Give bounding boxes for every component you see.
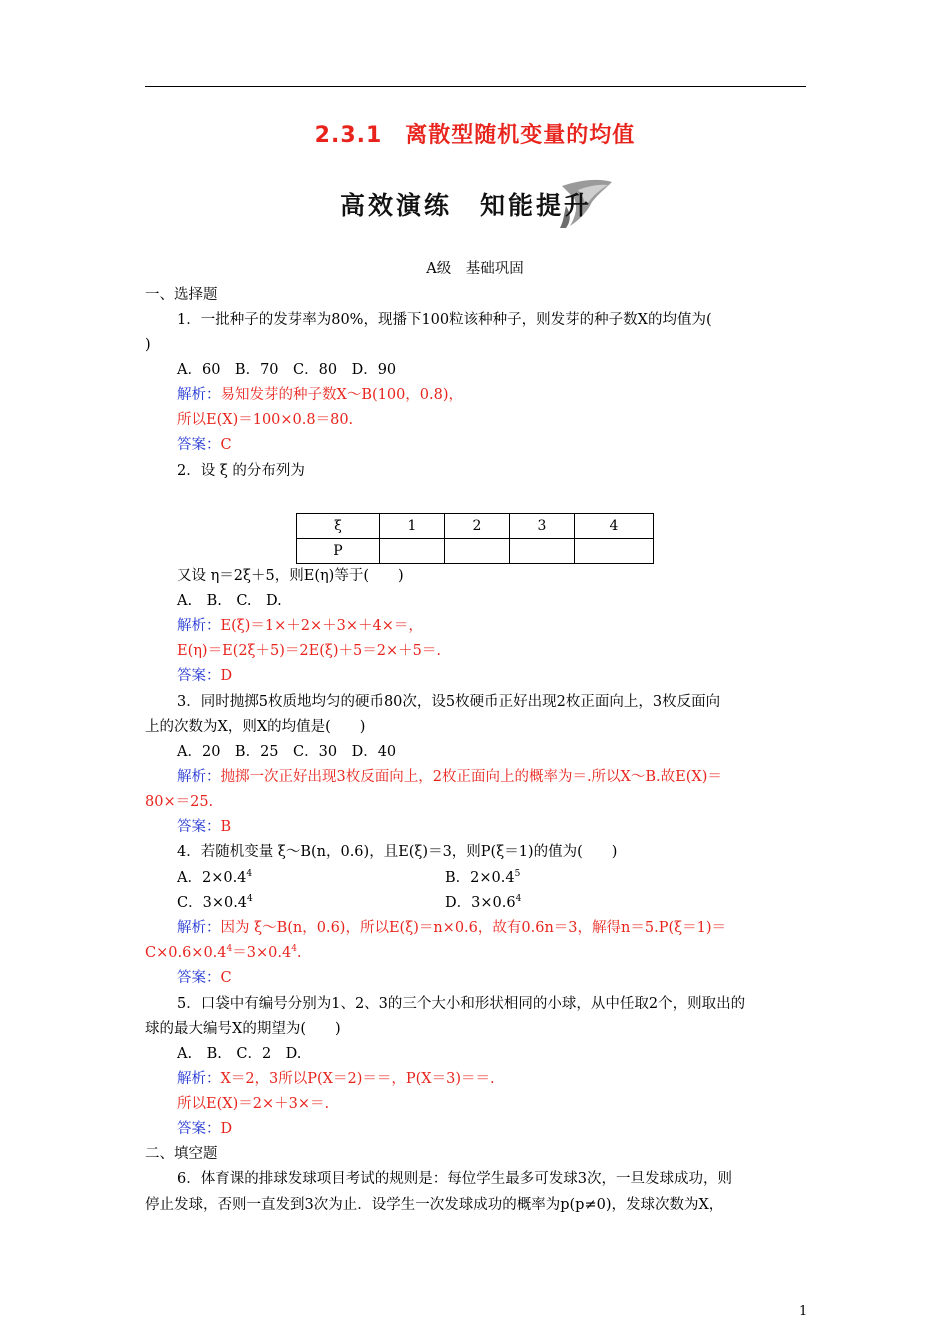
q3-analysis-line2: 80×＝25. xyxy=(145,794,214,810)
q4-analysis-text: 因为 ξ～B(n，0.6)，所以E(ξ)＝n×0.6，故有0.6n＝3，解得n＝5.P(ξ＝1)＝ xyxy=(220,920,726,936)
q1-analysis-line2: 所以E(X)＝100×0.8＝80. xyxy=(177,412,354,428)
q3-answer xyxy=(177,815,842,840)
q3-options: A．20 B．25 C．30 D．40 xyxy=(177,744,397,760)
option-text: D．3×0.6 xyxy=(445,895,516,911)
q6-stem-line1: 6．体育课的排球发球项目考试的规则是：每位学生最多可发球3次，一旦发球成功，则 xyxy=(177,1171,732,1187)
q3-answer-value: B xyxy=(220,819,232,835)
q3-stem-line1: 3．同时抛掷5枚质地均匀的硬币80次，设5枚硬币正好出现2枚正面向上，3枚反面向 xyxy=(177,694,721,710)
answer-label: 答案： xyxy=(177,1121,221,1137)
table-cell: P xyxy=(297,539,380,564)
table-cell xyxy=(380,539,445,564)
q3-analysis-text: 抛掷一次正好出现3枚反面向上，2枚正面向上的概率为＝.所以X～B.故E(X)＝ xyxy=(220,769,722,785)
q2-analysis-text: E(ξ)＝1×＋2×＋3×＋4×＝， xyxy=(220,618,423,634)
page-number: 1 xyxy=(799,1304,808,1319)
table-cell: 3 xyxy=(510,514,575,539)
analysis-label: 解析： xyxy=(177,920,221,936)
section-heading-fill: 二、填空题 xyxy=(145,1146,218,1162)
analysis-part: . xyxy=(296,945,302,961)
q2-stem2: 又设 η＝2ξ＋5，则E(η)等于( ) xyxy=(177,568,404,584)
q1-stem-line1: 1．一批种子的发芽率为80%，现播下100粒该种种子，则发芽的种子数X的均值为( xyxy=(177,312,712,328)
table-cell xyxy=(445,539,510,564)
analysis-exponent: 4 xyxy=(291,944,297,955)
option-text: C．3×0.4 xyxy=(177,895,248,911)
q1-analysis-line1 xyxy=(177,383,842,408)
q1-analysis-text: 易知发芽的种子数X～B(100，0.8)， xyxy=(220,387,464,403)
q1-answer xyxy=(177,433,842,458)
header-rule xyxy=(145,86,806,87)
q4-options-row1 xyxy=(177,866,842,891)
table-cell: 4 xyxy=(575,514,654,539)
section-banner xyxy=(330,176,620,232)
q5-analysis-text: X＝2，3所以P(X＝2)＝＝，P(X＝3)＝＝. xyxy=(220,1071,495,1087)
q5-answer xyxy=(177,1117,842,1142)
option-exponent: 4 xyxy=(515,894,522,905)
table-row xyxy=(297,539,654,564)
q1-options: A．60 B．70 C．80 D．90 xyxy=(177,362,397,378)
option-text: A．2×0.4 xyxy=(177,870,247,886)
table-cell: 2 xyxy=(445,514,510,539)
analysis-label: 解析： xyxy=(177,618,221,634)
analysis-label: 解析： xyxy=(177,387,221,403)
table-cell: 1 xyxy=(380,514,445,539)
q5-analysis-line2: 所以E(X)＝2×＋3×＝. xyxy=(177,1096,330,1112)
q4-analysis-line1 xyxy=(177,916,842,941)
q4-option-c xyxy=(177,895,253,911)
q6-stem-line2: 停止发球，否则一直发到3次为止．设学生一次发球成功的概率为p(p≠0)，发球次数为X， xyxy=(145,1197,724,1213)
analysis-exponent: 4 xyxy=(226,944,233,955)
q3-analysis-line1 xyxy=(177,765,842,790)
q4-option-a xyxy=(177,870,252,886)
q4-analysis-line2 xyxy=(145,941,810,966)
analysis-part: ＝3×0.4 xyxy=(232,945,292,961)
option-exponent: 4 xyxy=(246,869,253,880)
table-cell xyxy=(575,539,654,564)
q2-answer xyxy=(177,664,842,689)
q2-stem: 2．设 ξ 的分布列为 xyxy=(177,463,305,479)
option-text: B．2×0.4 xyxy=(445,870,515,886)
option-exponent: 4 xyxy=(247,894,253,905)
distribution-table xyxy=(296,513,654,564)
q1-stem-line2: ) xyxy=(145,337,151,353)
table-row xyxy=(297,514,654,539)
analysis-label: 解析： xyxy=(177,769,221,785)
banner-title: 高效演练 知能提升 xyxy=(340,191,593,220)
answer-label: 答案： xyxy=(177,437,221,453)
q2-options: A. B. C. D. xyxy=(177,593,282,609)
q2-analysis-line1 xyxy=(177,614,842,639)
q3-stem-line2: 上的次数为X，则X的均值是( ) xyxy=(145,719,366,735)
q4-answer xyxy=(177,966,842,991)
q5-options: A. B. C．2 D. xyxy=(177,1046,302,1062)
level-heading: A级 基础巩固 xyxy=(426,261,524,277)
answer-label: 答案： xyxy=(177,819,221,835)
q2-answer-value: D xyxy=(220,668,233,684)
q2-analysis-line2: E(η)＝E(2ξ＋5)＝2E(ξ)＋5＝2×＋5＝. xyxy=(177,643,441,659)
answer-label: 答案： xyxy=(177,668,221,684)
analysis-part: C×0.6×0.4 xyxy=(145,945,227,961)
q4-option-d xyxy=(445,891,521,916)
option-exponent: 5 xyxy=(514,869,521,880)
q4-stem: 4．若随机变量 ξ～B(n，0.6)，且E(ξ)＝3，则P(ξ＝1)的值为( ) xyxy=(177,844,618,860)
q5-stem-line2: 球的最大编号X的期望为( ) xyxy=(145,1021,341,1037)
analysis-label: 解析： xyxy=(177,1071,221,1087)
q1-answer-value: C xyxy=(220,437,232,453)
q4-options-row2 xyxy=(177,891,842,916)
q4-answer-value: C xyxy=(220,970,232,986)
section-heading-choice: 一、选择题 xyxy=(145,287,218,303)
page-title: 2.3.1 离散型随机变量的均值 xyxy=(314,123,636,148)
table-cell xyxy=(510,539,575,564)
answer-label: 答案： xyxy=(177,970,221,986)
q5-answer-value: D xyxy=(220,1121,233,1137)
table-cell: ξ xyxy=(297,514,380,539)
q5-analysis-line1 xyxy=(177,1067,842,1092)
q4-option-b xyxy=(445,866,520,891)
q5-stem-line1: 5．口袋中有编号分别为1、2、3的三个大小和形状相同的小球，从中任取2个，则取出的 xyxy=(177,996,746,1012)
